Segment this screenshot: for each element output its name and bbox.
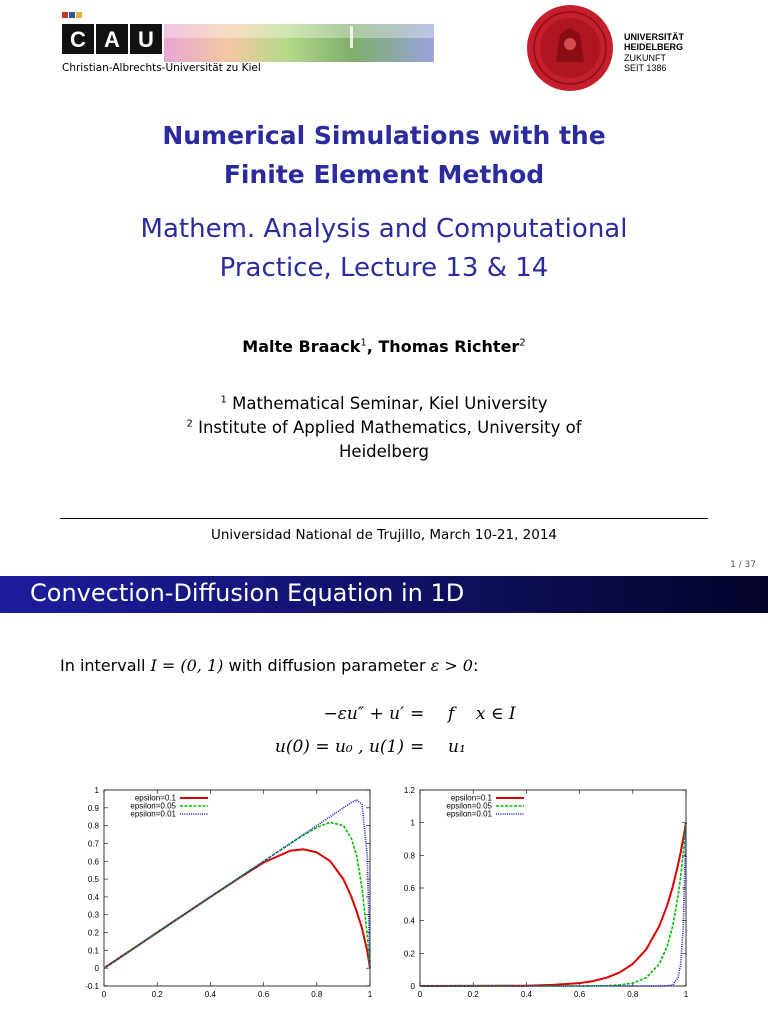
heidelberg-line-1: UNIVERSITÄT — [624, 32, 685, 42]
chart-2-y-tick-label: 1.2 — [403, 786, 415, 795]
author-1-marker: 1 — [360, 337, 367, 349]
chart-1-y-tick-label: 0 — [94, 964, 99, 974]
chart-1-y-tick-label: 0.8 — [87, 821, 99, 831]
subtitle-line-1: Mathem. Analysis and Computational — [140, 214, 628, 244]
equation-2-rhs: u₁ — [448, 737, 466, 757]
chart-1-x-tick-label: 0.2 — [151, 990, 163, 999]
chart-1-x-tick-label: 1 — [367, 990, 373, 999]
footer-rule — [60, 518, 708, 519]
plot-right-svg — [392, 780, 692, 1000]
author-1: Malte Braack — [242, 337, 361, 356]
chart-1-x-tick-label: 0 — [101, 990, 107, 999]
chart-2-series-2-line — [420, 823, 686, 986]
chart-1-legend-label-3: epsilon=0.01 — [130, 809, 176, 819]
page-number: 1 / 37 — [730, 560, 756, 570]
chart-2-legend-label-1: epsilon=0.1 — [450, 793, 492, 803]
author-separator: , — [366, 337, 379, 356]
affiliations — [150, 392, 618, 464]
chart-2-y-tick-label: 0.4 — [403, 916, 415, 926]
epsilon-condition: ε > 0 — [430, 656, 473, 675]
cau-subtitle: Christian-Albrechts-Universität zu Kiel — [62, 62, 261, 74]
heidelberg-line-4: SEIT 1386 — [624, 62, 667, 73]
chart-1-y-tick-label: -0.1 — [85, 982, 99, 991]
chart-2-x-tick-label: 0.6 — [574, 990, 586, 999]
chart-2-legend-label-2: epsilon=0.05 — [446, 801, 492, 811]
affiliation-1-marker: 1 — [220, 394, 227, 406]
chart-2-series-3-line — [420, 823, 686, 986]
intro-sentence — [60, 656, 478, 675]
chart-1-y-tick-label: 0.2 — [87, 928, 99, 938]
plot-convection-solution — [76, 780, 376, 1000]
heidelberg-line-2: HEIDELBERG — [624, 42, 684, 53]
intro-suffix: : — [472, 656, 479, 675]
heidelberg-line-3: ZUKUNFT — [624, 52, 666, 63]
cau-letter-u: U — [138, 27, 154, 52]
authors — [0, 337, 768, 356]
author-2-marker: 2 — [519, 337, 526, 349]
chart-1-legend-label-1: epsilon=0.1 — [134, 793, 176, 803]
equation-1-lhs: −εu″ + u′ — [323, 704, 404, 724]
chart-2-y-tick-label: 0 — [410, 982, 415, 991]
intro-prefix: In intervall — [60, 656, 151, 675]
cau-logo — [60, 12, 440, 62]
chart-1-series-1-line — [104, 849, 370, 968]
presentation-title — [0, 116, 768, 194]
chart-2-frame — [420, 790, 686, 986]
chart-1-y-tick-label: 0.1 — [87, 946, 99, 956]
chart-2-y-tick-label: 0.8 — [403, 851, 415, 861]
chart-2-x-tick-label: 0.8 — [627, 990, 639, 999]
affiliation-2: Institute of Applied Mathematics, University of Heidelberg — [198, 418, 582, 461]
title-line-1: Numerical Simulations with the — [162, 121, 606, 150]
venue-date: Universidad National de Trujillo, March 10-21, 2014 — [210, 527, 558, 543]
cau-letter-a: A — [104, 27, 120, 52]
chart-1-y-tick-label: 1 — [94, 786, 99, 795]
chart-2-legend-label-3: epsilon=0.01 — [446, 809, 492, 819]
chart-1-frame — [104, 790, 370, 986]
intro-middle: with diffusion parameter — [223, 656, 431, 675]
chart-1-series-2-line — [104, 822, 370, 968]
heidelberg-wordmark — [624, 32, 684, 73]
equation-1-rhs: f x ∈ I — [448, 704, 516, 724]
affiliation-1: Mathematical Seminar, Kiel University — [232, 394, 548, 413]
chart-2-x-tick-label: 0.4 — [520, 990, 532, 999]
chart-2-x-tick-label: 0.2 — [467, 990, 479, 999]
equation-2-lhs: u(0) = u₀ , u(1) — [274, 737, 404, 757]
chart-1-x-tick-label: 0.4 — [204, 990, 216, 999]
chart-1-y-tick-label: 0.3 — [87, 910, 99, 920]
presentation-subtitle — [0, 210, 768, 288]
slide-title-bar — [0, 576, 768, 613]
chart-1-y-tick-label: 0.7 — [87, 839, 99, 849]
interval-expression: I = (0, 1) — [150, 656, 224, 675]
equation-2-equals: = — [410, 737, 425, 757]
chart-1-series-3-line — [104, 800, 370, 968]
chart-2-y-tick-label: 0.2 — [403, 949, 415, 959]
subtitle-line-2: Practice, Lecture 13 & 14 — [219, 253, 549, 283]
chart-1-x-tick-label: 0.6 — [258, 990, 270, 999]
chart-2-x-tick-label: 1 — [683, 990, 689, 999]
chart-2-series-1-line — [420, 823, 686, 986]
equation-1-equals: = — [410, 704, 425, 724]
chart-1-y-tick-label: 0.9 — [87, 803, 99, 813]
title-line-2: Finite Element Method — [223, 160, 545, 189]
affiliation-2-marker: 2 — [186, 418, 193, 430]
plot-boundary-layer — [392, 780, 692, 1000]
heidelberg-seal — [526, 4, 614, 92]
chart-1-y-tick-label: 0.6 — [87, 857, 99, 867]
author-2: Thomas Richter — [378, 337, 520, 356]
chart-2-x-tick-label: 0 — [417, 990, 423, 999]
chart-2-y-tick-label: 0.6 — [403, 884, 415, 893]
chart-1-x-tick-label: 0.8 — [311, 990, 323, 999]
chart-2-y-tick-label: 1 — [410, 818, 415, 828]
chart-1-y-tick-label: 0.5 — [87, 875, 99, 885]
chart-1-legend-label-2: epsilon=0.05 — [130, 801, 176, 811]
chart-1-y-tick-label: 0.4 — [87, 892, 99, 902]
slide-title: Convection-Diffusion Equation in 1D — [30, 579, 465, 607]
plot-left-svg — [76, 780, 376, 1000]
cau-letter-c: C — [70, 27, 86, 52]
